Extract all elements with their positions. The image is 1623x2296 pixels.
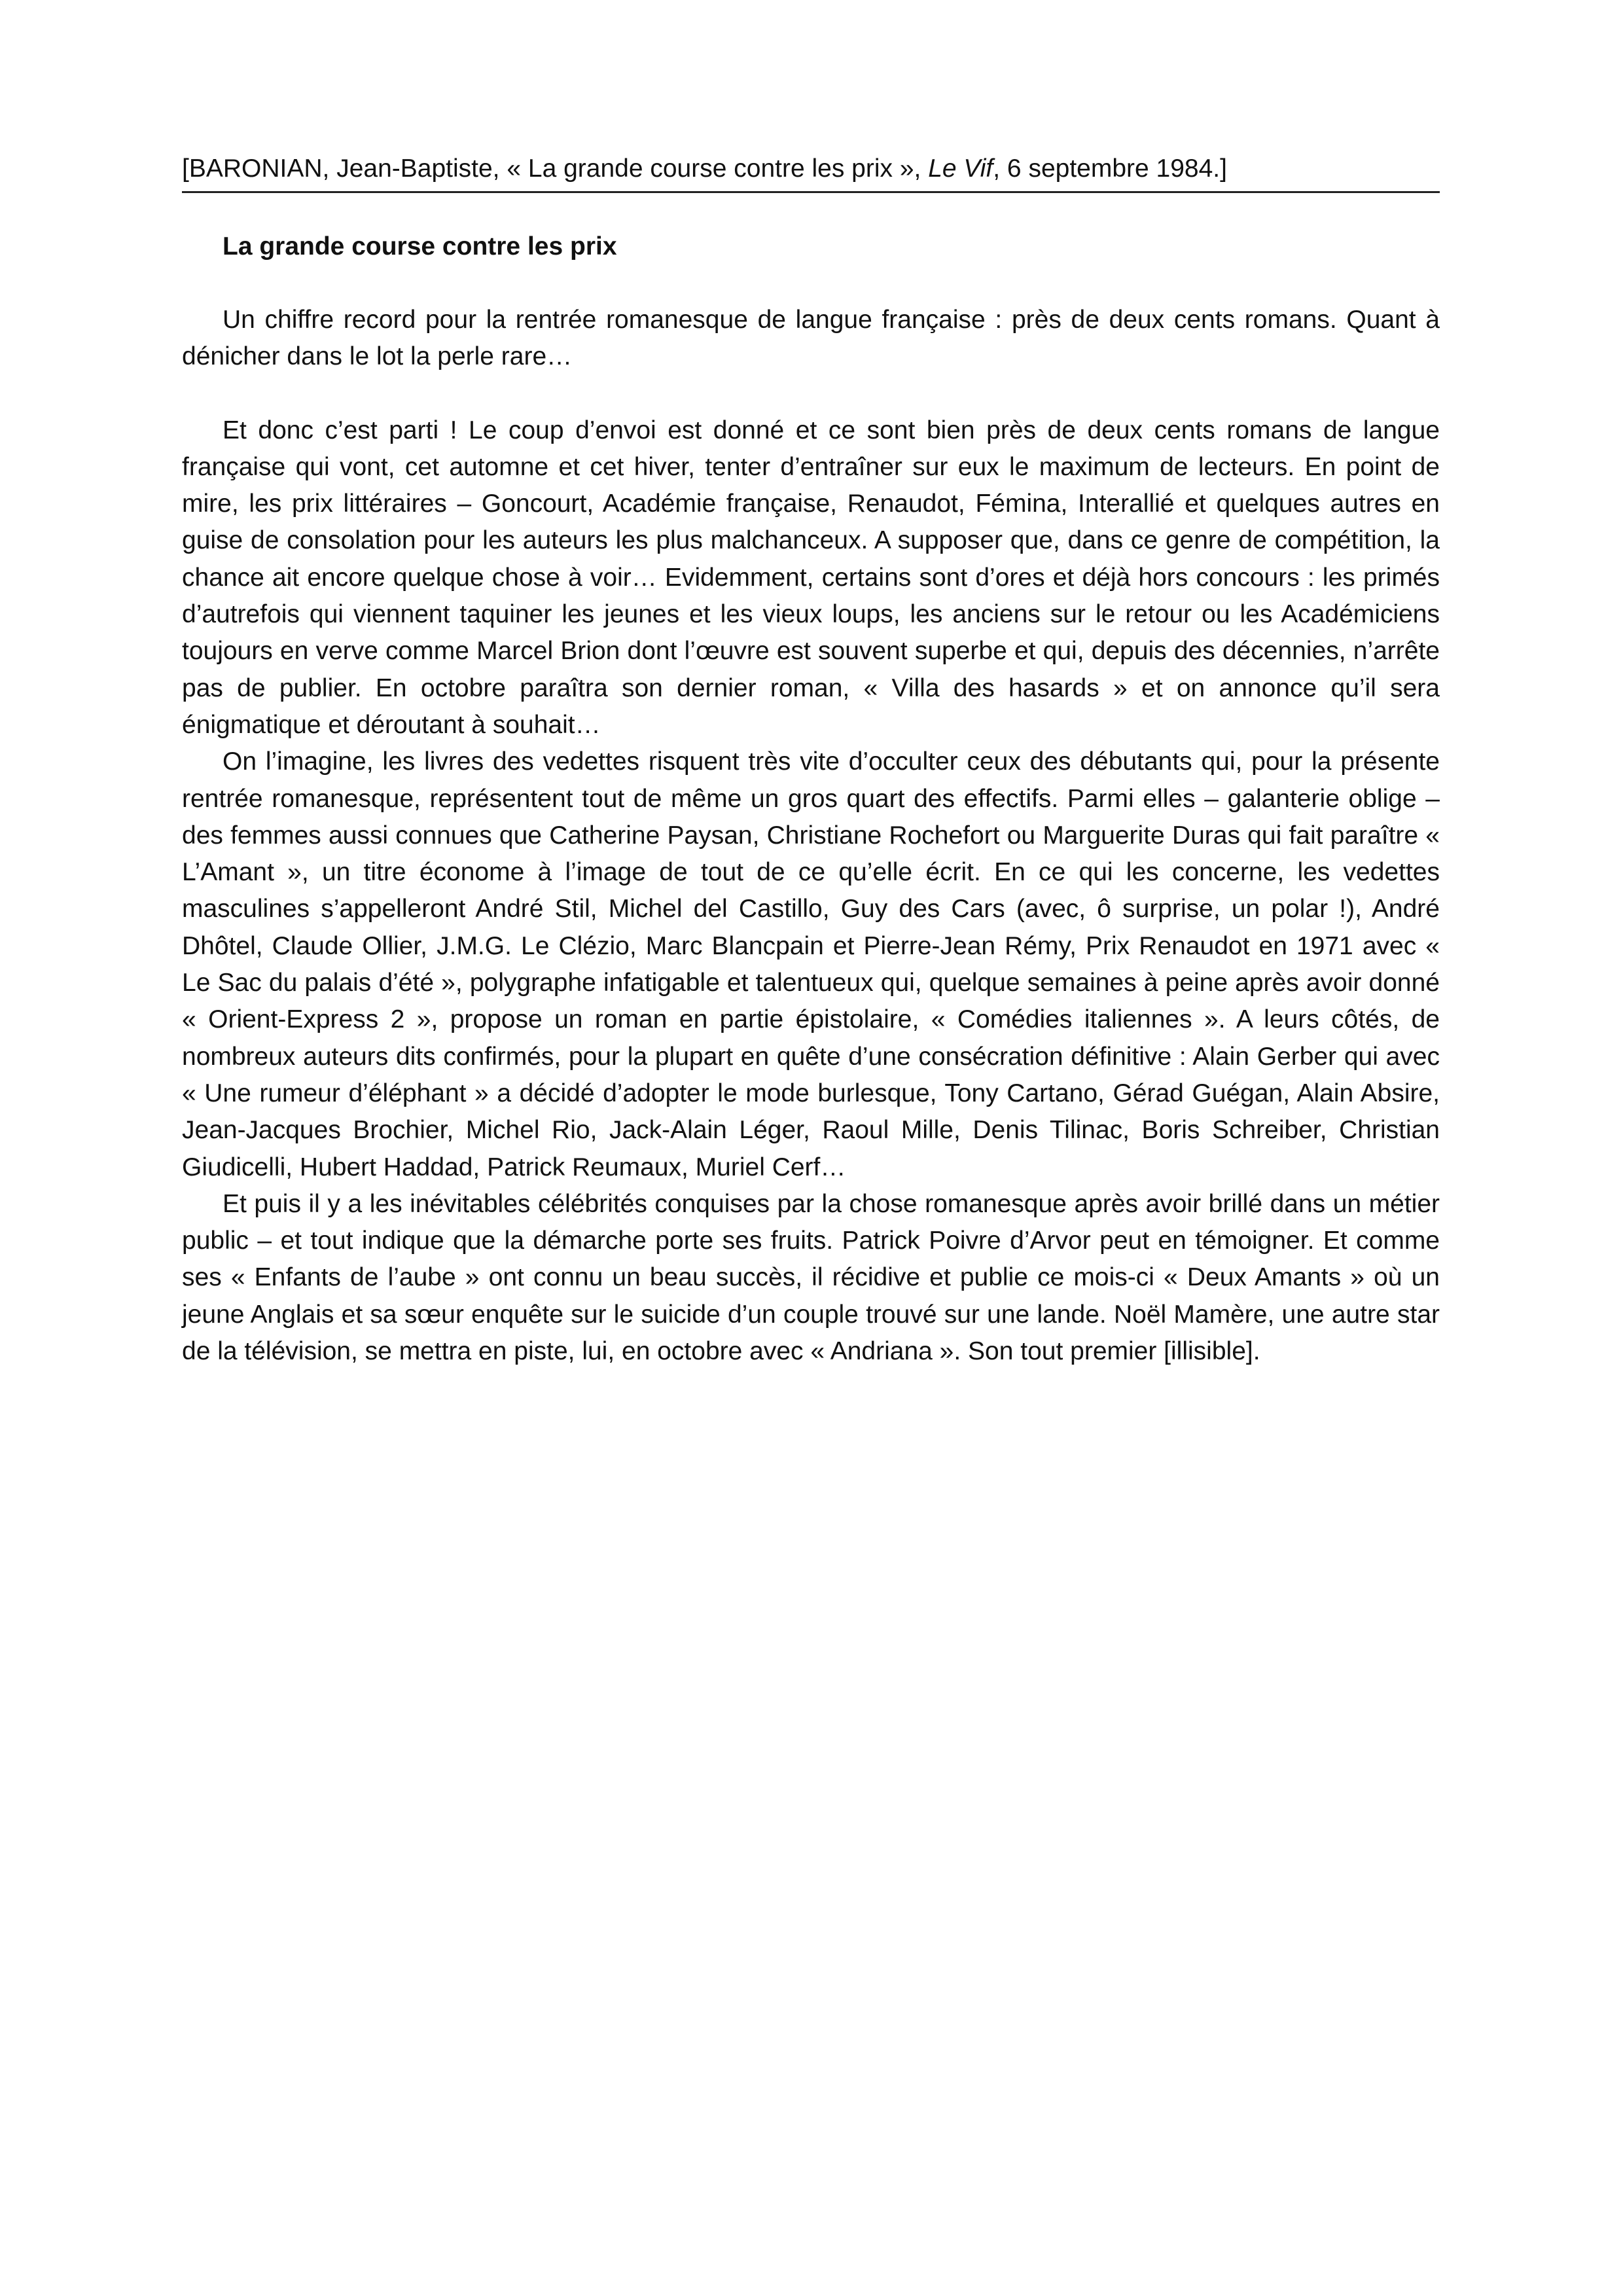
article-paragraph-3: Et puis il y a les inévitables célébrités conquises par la chose romanesque après avoir brillé dans un métier public – et tout indique que la démarche porte ses fruits. Patrick Poivre d’Arvor peut en témoigner. Et comme ses « Enfants de l’aube » ont connu un beau succès, il récidive et publie ce mois-ci « Deux Amants » où un jeune Anglais et sa sœur enquête sur le suicide d’un couple trouvé sur une lande. Noël Mamère, une autre star de la télévision, se mettra en piste, lui, en octobre avec « Andriana ». Son tout premier [illisible]. [182, 1189, 1440, 1366]
article-paragraph-1: Et donc c’est parti ! Le coup d’envoi est donné et ce sont bien près de deux cents romans de langue française qui vont, cet automne et cet hiver, tenter d’entraîner sur eux le maximum de lecteurs. En point de mire, les prix littéraires – Goncourt, Académie française, Renaudot, Fémina, Interallié et quelques autres en guise de consolation pour les auteurs les plus malchanceux. A supposer que, dans ce genre de compétition, la chance ait encore quelque chose à voir… Evidemment, certains sont d’ores et déjà hors concours : les primés d’autrefois qui viennent taquiner les jeunes et les vieux loups, les anciens sur le retour ou les Académiciens toujours en verve comme Marcel Brion dont l’œuvre est souvent superbe et qui, depuis des décennies, n’arrête pas de publier. En octobre paraîtra son dernier roman, « Villa des hasards » et on annonce qu’il sera énigmatique et déroutant à souhait… [182, 416, 1440, 739]
citation-source: Le Vif [928, 154, 993, 183]
citation-suffix: , 6 septembre 1984.] [993, 154, 1227, 183]
document-page [182, 151, 1440, 1370]
article-title: La grande course contre les prix [223, 232, 617, 260]
article-paragraph-2: On l’imagine, les livres des vedettes risquent très vite d’occulter ceux des débutants qui, pour la présente rentrée romanesque, représentent tout de même un gros quart des effectifs. Parmi elles – galanterie oblige – des femmes aussi connues que Catherine Paysan, Christiane Rochefort ou Marguerite Duras qui fait paraître « L’Amant », un titre économe à l’image de tout de ce qu’elle écrit. En ce qui les concerne, les vedettes masculines s’appelleront André Stil, Michel del Castillo, Guy des Cars (avec, ô surprise, un polar !), André Dhôtel, Claude Ollier, J.M.G. Le Clézio, Marc Blancpain et Pierre-Jean Rémy, Prix Renaudot en 1971 avec « Le Sac du palais d’été », polygraphe infatigable et talentueux qui, quelque semaines à peine après avoir donné « Orient-Express 2 », propose un roman en partie épistolaire, « Comédies italiennes ». A leurs côtés, de nombreux auteurs dits confirmés, pour la plupart en quête d’une consécration définitive : Alain Gerber qui avec « Une rumeur d’éléphant » a décidé d’adopter le mode burlesque, Tony Cartano, Gérad Guégan, Alain Absire, Jean-Jacques Brochier, Michel Rio, Jack-Alain Léger, Raoul Mille, Denis Tilinac, Boris Schreiber, Christian Giudicelli, Hubert Haddad, Patrick Reumaux, Muriel Cerf… [182, 747, 1440, 1181]
article-lead: Un chiffre record pour la rentrée romanesque de langue française : près de deux cents romans. Quant à dénicher dans le lot la perle rare… [182, 306, 1440, 371]
citation-prefix: [BARONIAN, Jean-Baptiste, « La grande course contre les prix », [182, 154, 929, 183]
citation-header [182, 151, 1440, 193]
